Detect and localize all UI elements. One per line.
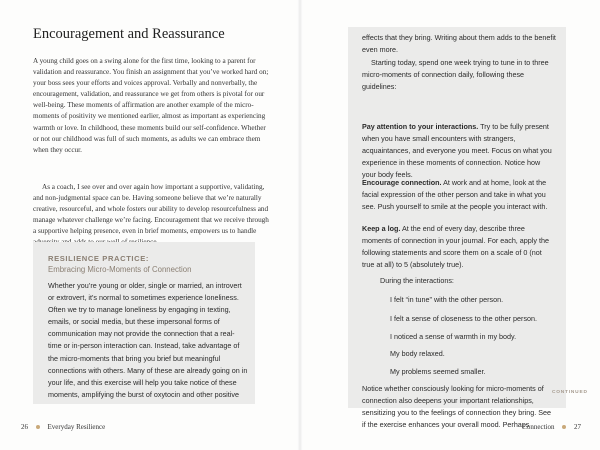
guideline-3-text: At the end of every day, describe three moments of connection in your journal. For each, apply the following statements and score them on a scale of 0 (not true at all) to 5 (absolutely true). bbox=[362, 224, 549, 269]
right-page bbox=[300, 0, 600, 450]
separator-dot-icon bbox=[36, 425, 40, 429]
paragraph-2: As a coach, I see over and over again how important a supportive, validating, and non-judgmental space can be. Having someone believe that we’re naturally creative, resourceful, and whole fosters our ability to develop resourcefulness and manage whatever challenge we’re facing. Encouragement that we receive through a supportive helping presence, even in brief moments, empowers us to handle bbox=[33, 183, 269, 236]
section-heading: Encouragement and Reassurance bbox=[33, 26, 225, 42]
page-number-left: 26 bbox=[21, 423, 28, 431]
guideline-1-text: Try to be fully present when you have small encounters with strangers, acquaintances, and everyone you meet. Focus on what you experience in these moments of connection. Notice how your body feels. bbox=[362, 122, 552, 179]
guideline-1-title: Pay attention to your interactions. bbox=[362, 122, 479, 131]
resilience-practice-box bbox=[33, 242, 255, 404]
guideline-3-title: Keep a log. bbox=[362, 224, 401, 233]
guideline-1 bbox=[362, 121, 556, 181]
paragraph-1: A young child goes on a swing alone for the first time, looking to a parent for validation and reassurance. You finish an assignment that you’ve worked hard on; your boss sees your efforts and voices approval. Verbally and nonverbally, the encouragement, validation, and reassurance we get from others is pivotal for our well-being. These moments of affirmation are another example of the micro-moments of positivity we mentioned earlier, almost as important as experiencing warmth or love. In childhood, these moments build our self-confidence. Whether or not our childhood was full of such moments, as adults we can embrace them when they occur. bbox=[33, 57, 269, 154]
book-title: Everyday Resilience bbox=[47, 423, 106, 431]
practice-label: RESILIENCE PRACTICE: bbox=[48, 254, 150, 263]
guideline-3 bbox=[362, 223, 556, 271]
practice-title: Embracing Micro-Moments of Connection bbox=[48, 265, 192, 274]
footer-right bbox=[522, 423, 581, 431]
statement-item: I felt a sense of closeness to the other person. bbox=[390, 314, 538, 323]
statement-item: I noticed a sense of warmth in my body. bbox=[390, 332, 517, 341]
statement-item: My body relaxed. bbox=[390, 349, 445, 358]
closing-text: Notice whether consciously looking for micro-moments of connection also deepens your important relationships, sensitizing you to the feelings of connection they bring. See if the exercise enhances your overall mood. Perhaps bbox=[362, 384, 551, 429]
guideline-2 bbox=[362, 177, 556, 213]
practice-continued-box bbox=[348, 27, 566, 429]
chapter-name: Connection bbox=[522, 423, 555, 431]
statement-item: My problems seemed smaller. bbox=[390, 367, 486, 376]
practice-body: Whether you’re young or older, single or married, an introvert or extrovert, it’s normal to sometimes experience loneliness. Often we try to manage loneliness by engaging in texting, emails, or social media, but these impersonal forms of communication may not provide the connection that a real-time or in-person interaction can. Instead, take advantage of the micro-moments that bring you brief but meaningful connections with others. Many of these are already going on in your life, and this exercise will help you take notice of these moments, amplifying the burst of oxytocin and other positive bbox=[48, 281, 248, 399]
continued-label: CONTINUED bbox=[552, 390, 588, 395]
starting-text: Starting today, spend one week trying to tune in to three micro-moments of connection daily, following these guidelines: bbox=[362, 58, 549, 91]
separator-dot-icon bbox=[562, 425, 566, 429]
statement-item: I felt “in tune” with the other person. bbox=[390, 295, 504, 304]
footer-left bbox=[21, 423, 105, 431]
during-label: During the interactions: bbox=[380, 276, 454, 285]
guideline-2-text: At work and at home, look at the facial expression of the other person and take in what you see. Push yourself to smile at the people you interact with. bbox=[362, 178, 548, 211]
intro-text: effects that they bring. Writing about them adds to the benefit even more. bbox=[362, 33, 556, 54]
guideline-2-title: Encourage connection. bbox=[362, 178, 442, 187]
page-number-right: 27 bbox=[574, 423, 581, 431]
